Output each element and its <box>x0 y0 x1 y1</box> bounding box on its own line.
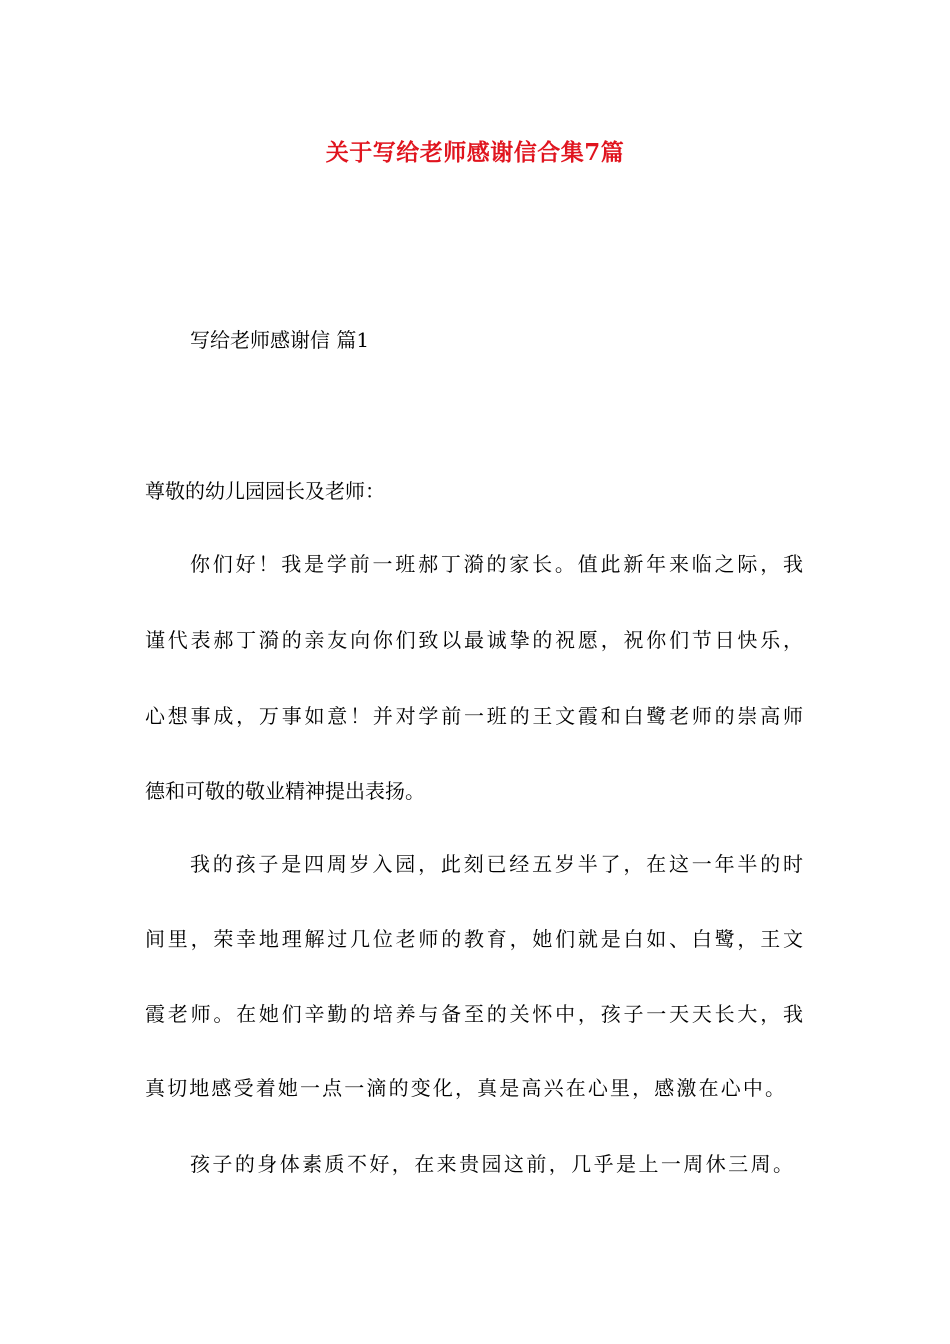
document-title: 关于写给老师感谢信合集7篇 <box>325 139 625 166</box>
paragraph-line: 真切地感受着她一点一滴的变化，真是高兴在心里，感激在心中。 <box>145 1076 785 1100</box>
section-heading: 写给老师感谢信 篇1 <box>190 328 370 352</box>
paragraph-line: 间里，荣幸地理解过几位老师的教育，她们就是白如、白鹭，王文 <box>145 927 803 951</box>
paragraph-line: 你们好！我是学前一班郝丁漪的家长。值此新年来临之际，我 <box>190 552 803 576</box>
paragraph-line: 谨代表郝丁漪的亲友向你们致以最诚挚的祝愿，祝你们节日快乐， <box>145 628 803 652</box>
paragraph-line: 德和可敬的敬业精神提出表扬。 <box>145 779 425 803</box>
paragraph-line: 心想事成，万事如意！并对学前一班的王文霞和白鹭老师的崇高师 <box>145 704 803 728</box>
paragraph-line: 我的孩子是四周岁入园，此刻已经五岁半了，在这一年半的时 <box>190 852 803 876</box>
paragraph-line: 孩子的身体素质不好，在来贵园这前，几乎是上一周休三周。 <box>190 1152 793 1176</box>
paragraph-line: 霞老师。在她们辛勤的培养与备至的关怀中，孩子一天天长大，我 <box>145 1002 803 1026</box>
salutation: 尊敬的幼儿园园长及老师： <box>145 479 385 503</box>
